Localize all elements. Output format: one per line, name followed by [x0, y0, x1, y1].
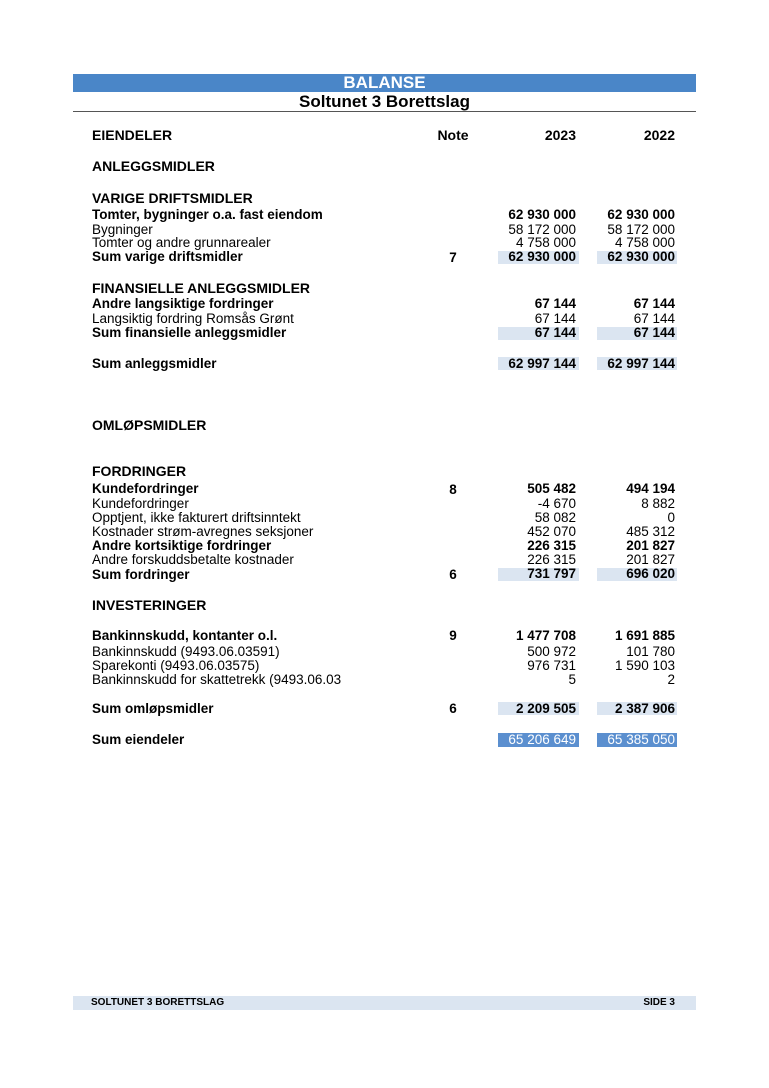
- row-label-sum-finansielle: Sum finansielle anleggsmidler: [92, 325, 287, 340]
- row-label-bygninger: Bygninger: [92, 222, 153, 237]
- value-2023: 62 930 000: [508, 249, 576, 264]
- value-2023: 62 997 144: [508, 356, 576, 371]
- section-heading-anleggsmidler: ANLEGGSMIDLER: [92, 158, 215, 174]
- value-2023: 67 144: [534, 296, 576, 311]
- page-title: BALANSE: [73, 74, 696, 92]
- row-label-tax-account: Bankinnskudd for skattetrekk (9493.06.03: [92, 672, 342, 687]
- note-ref: 9: [449, 628, 457, 643]
- row-label-tomter-grunnarealer: Tomter og andre grunnarealer: [92, 235, 271, 250]
- value-2023: 67 144: [534, 311, 576, 326]
- value-2022: 201 827: [626, 552, 675, 567]
- row-label-kundefordringer-total: Kundefordringer: [92, 481, 199, 496]
- row-label-andre-kortsiktige: Andre kortsiktige fordringer: [92, 538, 272, 553]
- row-label-andre-forskudd: Andre forskuddsbetalte kostnader: [92, 552, 294, 567]
- footer-company: SOLTUNET 3 BORETTSLAG: [91, 997, 225, 1008]
- section-heading-investeringer: INVESTERINGER: [92, 597, 207, 613]
- row-label-sum-eiendeler: Sum eiendeler: [92, 732, 185, 747]
- value-2023: 500 972: [527, 644, 576, 659]
- row-label-sum-fordringer: Sum fordringer: [92, 567, 190, 582]
- value-2022: 1 691 885: [614, 628, 675, 643]
- column-header-2022: 2022: [643, 127, 675, 143]
- value-2022: 485 312: [626, 524, 675, 539]
- note-ref: 8: [449, 482, 457, 497]
- value-2022: 1 590 103: [614, 658, 675, 673]
- row-label-kundefordringer: Kundefordringer: [92, 496, 189, 511]
- value-2022: 67 144: [633, 311, 675, 326]
- column-header-2023: 2023: [544, 127, 576, 143]
- value-2023: 5: [568, 672, 576, 687]
- row-label-andre-langsiktige: Andre langsiktige fordringer: [92, 296, 274, 311]
- value-2023: 226 315: [527, 552, 576, 567]
- value-2023: 976 731: [527, 658, 576, 673]
- value-2023: 226 315: [527, 538, 576, 553]
- footer-page-number: SIDE 3: [643, 997, 675, 1008]
- value-2022: 4 758 000: [614, 235, 675, 250]
- value-2023: 4 758 000: [515, 235, 576, 250]
- value-2022: 8 882: [641, 496, 675, 511]
- row-label-sum-anleggsmidler: Sum anleggsmidler: [92, 356, 217, 371]
- section-heading-varige-driftsmidler: VARIGE DRIFTSMIDLER: [92, 190, 253, 206]
- row-label-sum-omlopsmidler: Sum omløpsmidler: [92, 701, 214, 716]
- section-heading-finansielle: FINANSIELLE ANLEGGSMIDLER: [92, 280, 311, 296]
- row-label-tomter-bygninger: Tomter, bygninger o.a. fast eiendom: [92, 207, 323, 222]
- value-2022: 0: [667, 510, 675, 525]
- value-2022: 62 930 000: [607, 249, 675, 264]
- note-ref: 6: [449, 567, 457, 582]
- row-label-bank-account: Bankinnskudd (9493.06.03591): [92, 644, 280, 659]
- value-2023: -4 670: [537, 496, 576, 511]
- header-divider: [73, 111, 696, 112]
- column-header-note: Note: [437, 127, 469, 143]
- value-2022: 65 385 050: [607, 732, 675, 747]
- row-label-langsiktig-romsaas: Langsiktig fordring Romsås Grønt: [92, 311, 294, 326]
- value-2023: 452 070: [527, 524, 576, 539]
- value-2023: 505 482: [527, 481, 576, 496]
- value-2023: 67 144: [534, 325, 576, 340]
- value-2022: 201 827: [626, 538, 675, 553]
- value-2022: 696 020: [626, 566, 675, 581]
- value-2022: 58 172 000: [607, 222, 675, 237]
- value-2022: 2: [667, 672, 675, 687]
- value-2022: 62 930 000: [607, 207, 675, 222]
- note-ref: 6: [449, 701, 457, 716]
- section-heading-fordringer: FORDRINGER: [92, 463, 187, 479]
- section-heading-omlopsmidler: OMLØPSMIDLER: [92, 417, 207, 433]
- value-2022: 101 780: [626, 644, 675, 659]
- value-2023: 1 477 708: [515, 628, 576, 643]
- row-label-opptjent: Opptjent, ikke fakturert driftsinntekt: [92, 510, 301, 525]
- value-2023: 58 172 000: [508, 222, 576, 237]
- value-2022: 62 997 144: [607, 356, 675, 371]
- row-label-bankinnskudd-total: Bankinnskudd, kontanter o.l.: [92, 628, 278, 643]
- note-ref: 7: [449, 250, 457, 265]
- company-name: Soltunet 3 Borettslag: [299, 92, 470, 111]
- row-label-sum-varige: Sum varige driftsmidler: [92, 249, 243, 264]
- column-header-label: EIENDELER: [92, 127, 173, 143]
- value-2022: 67 144: [633, 296, 675, 311]
- value-2022: 67 144: [633, 325, 675, 340]
- page-footer: [73, 996, 696, 1010]
- value-2023: 2 209 505: [515, 701, 576, 716]
- value-2022: 2 387 906: [614, 701, 675, 716]
- value-2022: 494 194: [626, 481, 675, 496]
- value-2023: 62 930 000: [508, 207, 576, 222]
- value-2023: 731 797: [527, 566, 576, 581]
- row-label-savings-account: Sparekonti (9493.06.03575): [92, 658, 260, 673]
- value-2023: 58 082: [534, 510, 576, 525]
- row-label-kostnader-strom: Kostnader strøm-avregnes seksjoner: [92, 524, 314, 539]
- value-2023: 65 206 649: [508, 732, 576, 747]
